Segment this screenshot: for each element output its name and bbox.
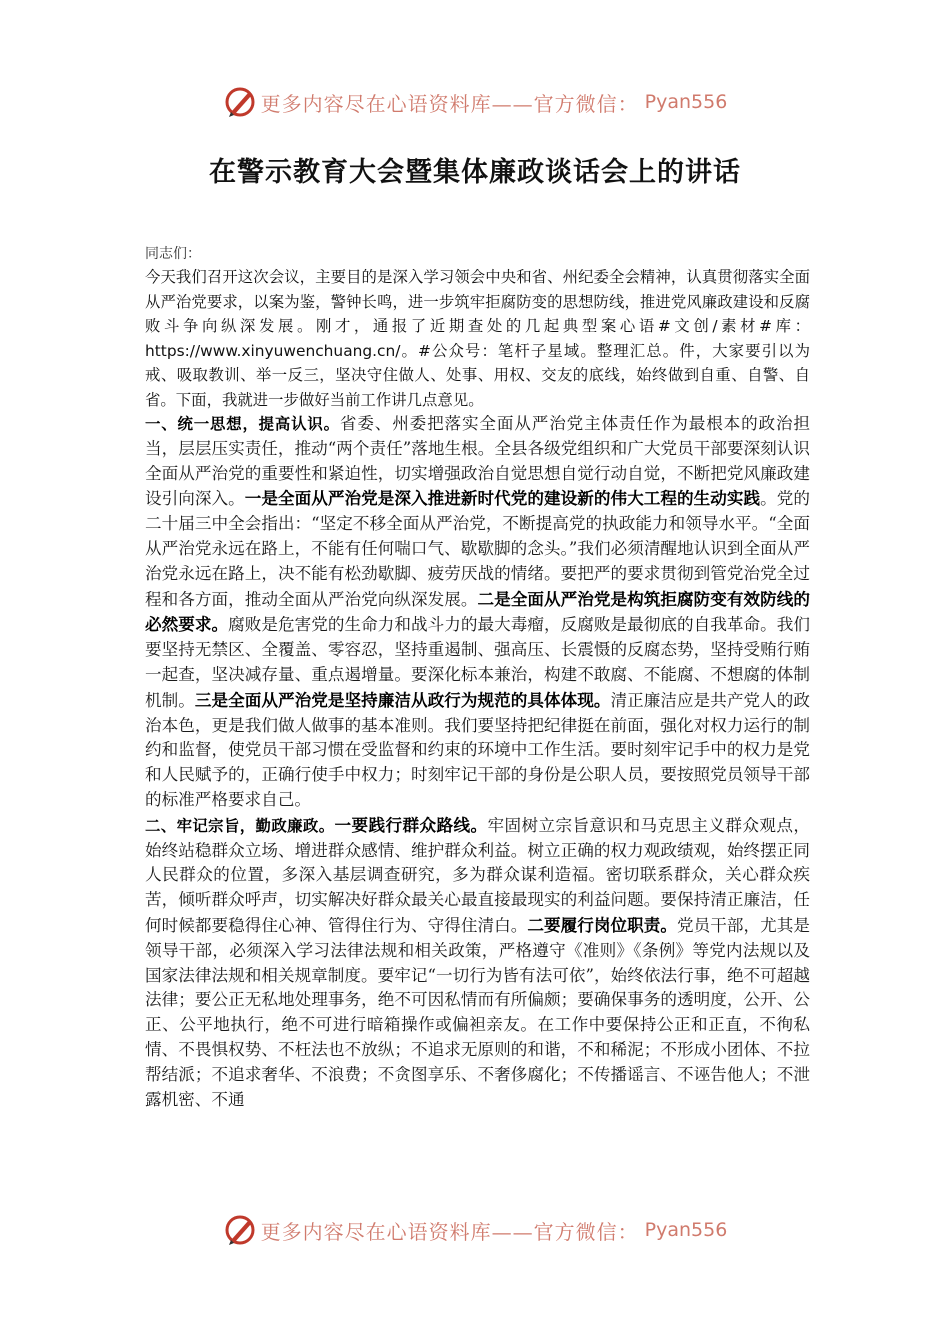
footer-watermark-banner: [0, 1210, 950, 1250]
section-1-text-1: 省委、州委把落实全面从严治党主体责任作为最根本的政治担当，层层压实责任，推动“两个责任”落地生根。全县各级党组织和广大党员干部要深刻认识全面从严治党的重要性和紧迫性，切实增强政治自觉思想自觉行动自觉，不断把党风廉政建设引向深入。: [145, 414, 810, 509]
section-2-heading: 二、牢记宗旨，勤政廉政。: [145, 816, 335, 835]
section-1-text-2: 。党的二十届三中全会指出：“坚定不移全面从严治党，不断提高党的执政能力和领导水平。“全面从严治党永远在路上，不能有任何喘口气、歇歇脚的念头。”我们必须清醒地认识到全面从严治党永远在路上，决不能有松劲歇脚、疲劳厌战的情绪。要把严的要求贯彻到管党治党全过程和各方面，推动全面从严治党向纵深发展。: [145, 489, 811, 609]
section-1-text-3: 腐败是危害党的生命力和战斗力的最大毒瘤，反腐败是最彻底的自我革命。我们要坚持无禁区、全覆盖、零容忍，坚持重遏制、强高压、长震慑的反腐态势，坚持受贿行贿一起查，坚决减存量、重点遏增量。要深化标本兼治，构建不敢腐、不能腐、不想腐的体制机制。: [145, 615, 811, 710]
section-1-point-2: 二是全面从严治党是构筑拒腐防变有效防线的必然要求。: [145, 588, 810, 635]
section-2-text-2: 党员干部，尤其是领导干部，必须深入学习法律法规和相关政策，严格遵守《准则》《条例》等党内法规以及国家法律法规和相关规章制度。要牢记“一切行为皆有法可依”，始终依法行事，绝不可超越法律；要公正无私地处理事务，绝不可因私情而有所偏颇；要确保事务的透明度，公开、公正、公平地执行，绝不可进行暗箱操作或偏袒亲友。在工作中要保持公正和正直，不徇私情、不畏惧权势、不枉法也不放纵；不追求无原则的和谐，不和稀泥；不形成小团体、不拉帮结派；不追求奢华、不浪费；不贪图享乐、不奢侈腐化；不传播谣言、不诬告他人；不泄露机密、不通: [145, 915, 811, 1109]
document-body: [145, 243, 810, 1112]
section-1-text-4: 清正廉洁应是共产党人的政治本色，更是我们做人做事的基本准则。我们要坚持把纪律挺在前面，强化对权力运行的制约和监督，使党员干部习惯在受监督和约束的环境中工作生活。要时刻牢记手中的权力是党和人民赋予的，正确行使手中权力；时刻牢记干部的身份是公职人员，要按照党员领导干部的标准严格要求自己。: [145, 690, 811, 809]
banner-text: 更多内容尽在心语资料库——官方微信：: [260, 1219, 639, 1244]
section-1-point-3: 三是全面从严治党是坚持廉洁从政行为规范的具体体现。: [194, 689, 611, 710]
document-title: 在警示教育大会暨集体廉政谈话会上的讲话: [209, 157, 741, 188]
header-watermark-banner: [0, 82, 950, 122]
section-1-paragraph: [145, 412, 810, 813]
section-2-paragraph: [145, 813, 810, 1113]
banner-wechat-id: Pyan556: [644, 91, 728, 113]
section-2-point-1: 一要践行群众路线。: [334, 814, 488, 835]
greeting: 同志们：: [145, 246, 201, 262]
section-1-point-1: 一是全面从严治党是深入推进新时代党的建设新的伟大工程的生动实践: [244, 488, 761, 509]
section-2-text-1: 牢固树立宗旨意识和马克思主义群众观点，始终站稳群众立场、增进群众感情、维护群众利益。树立正确的权力观政绩观，始终摆正同人民群众的位置，多深入基层调查研究，多为群众谋利造福。密切联系群众，关心群众疾苦，倾听群众呼声，切实解决好群众最关心最直接最现实的利益问题。要保持清正廉洁，任何时候都要稳得住心神、管得住行为、守得住清白。: [145, 815, 810, 935]
quill-logo-icon: [223, 85, 257, 119]
intro-paragraph: 今天我们召开这次会议，主要目的是深入学习领会中央和省、州纪委全会精神，认真贯彻落实全面从严治党要求，以案为鉴，警钟长鸣，进一步筑牢拒腐防变的思想防线，推进党风廉政建设和反腐败斗争向纵深发展。刚才，通报了近期查处的几起典型案心语#文创/素材#库：https://www.xinyuwenchuang.cn/。#公众号：笔杆子星域。整理汇总。件，大家要引以为戒、吸取教训、举一反三，坚决守住做人、处事、用权、交友的底线，始终做到自重、自警、自省。下面，我就进一步做好当前工作讲几点意见。: [145, 268, 810, 409]
banner-wechat-id: Pyan556: [644, 1219, 728, 1241]
section-2-point-2: 二要履行岗位职责。: [527, 914, 678, 935]
section-1-heading: 一、统一思想，提高认识。: [145, 415, 340, 433]
banner-text: 更多内容尽在心语资料库——官方微信：: [260, 91, 639, 116]
quill-logo-icon: [223, 1213, 257, 1247]
